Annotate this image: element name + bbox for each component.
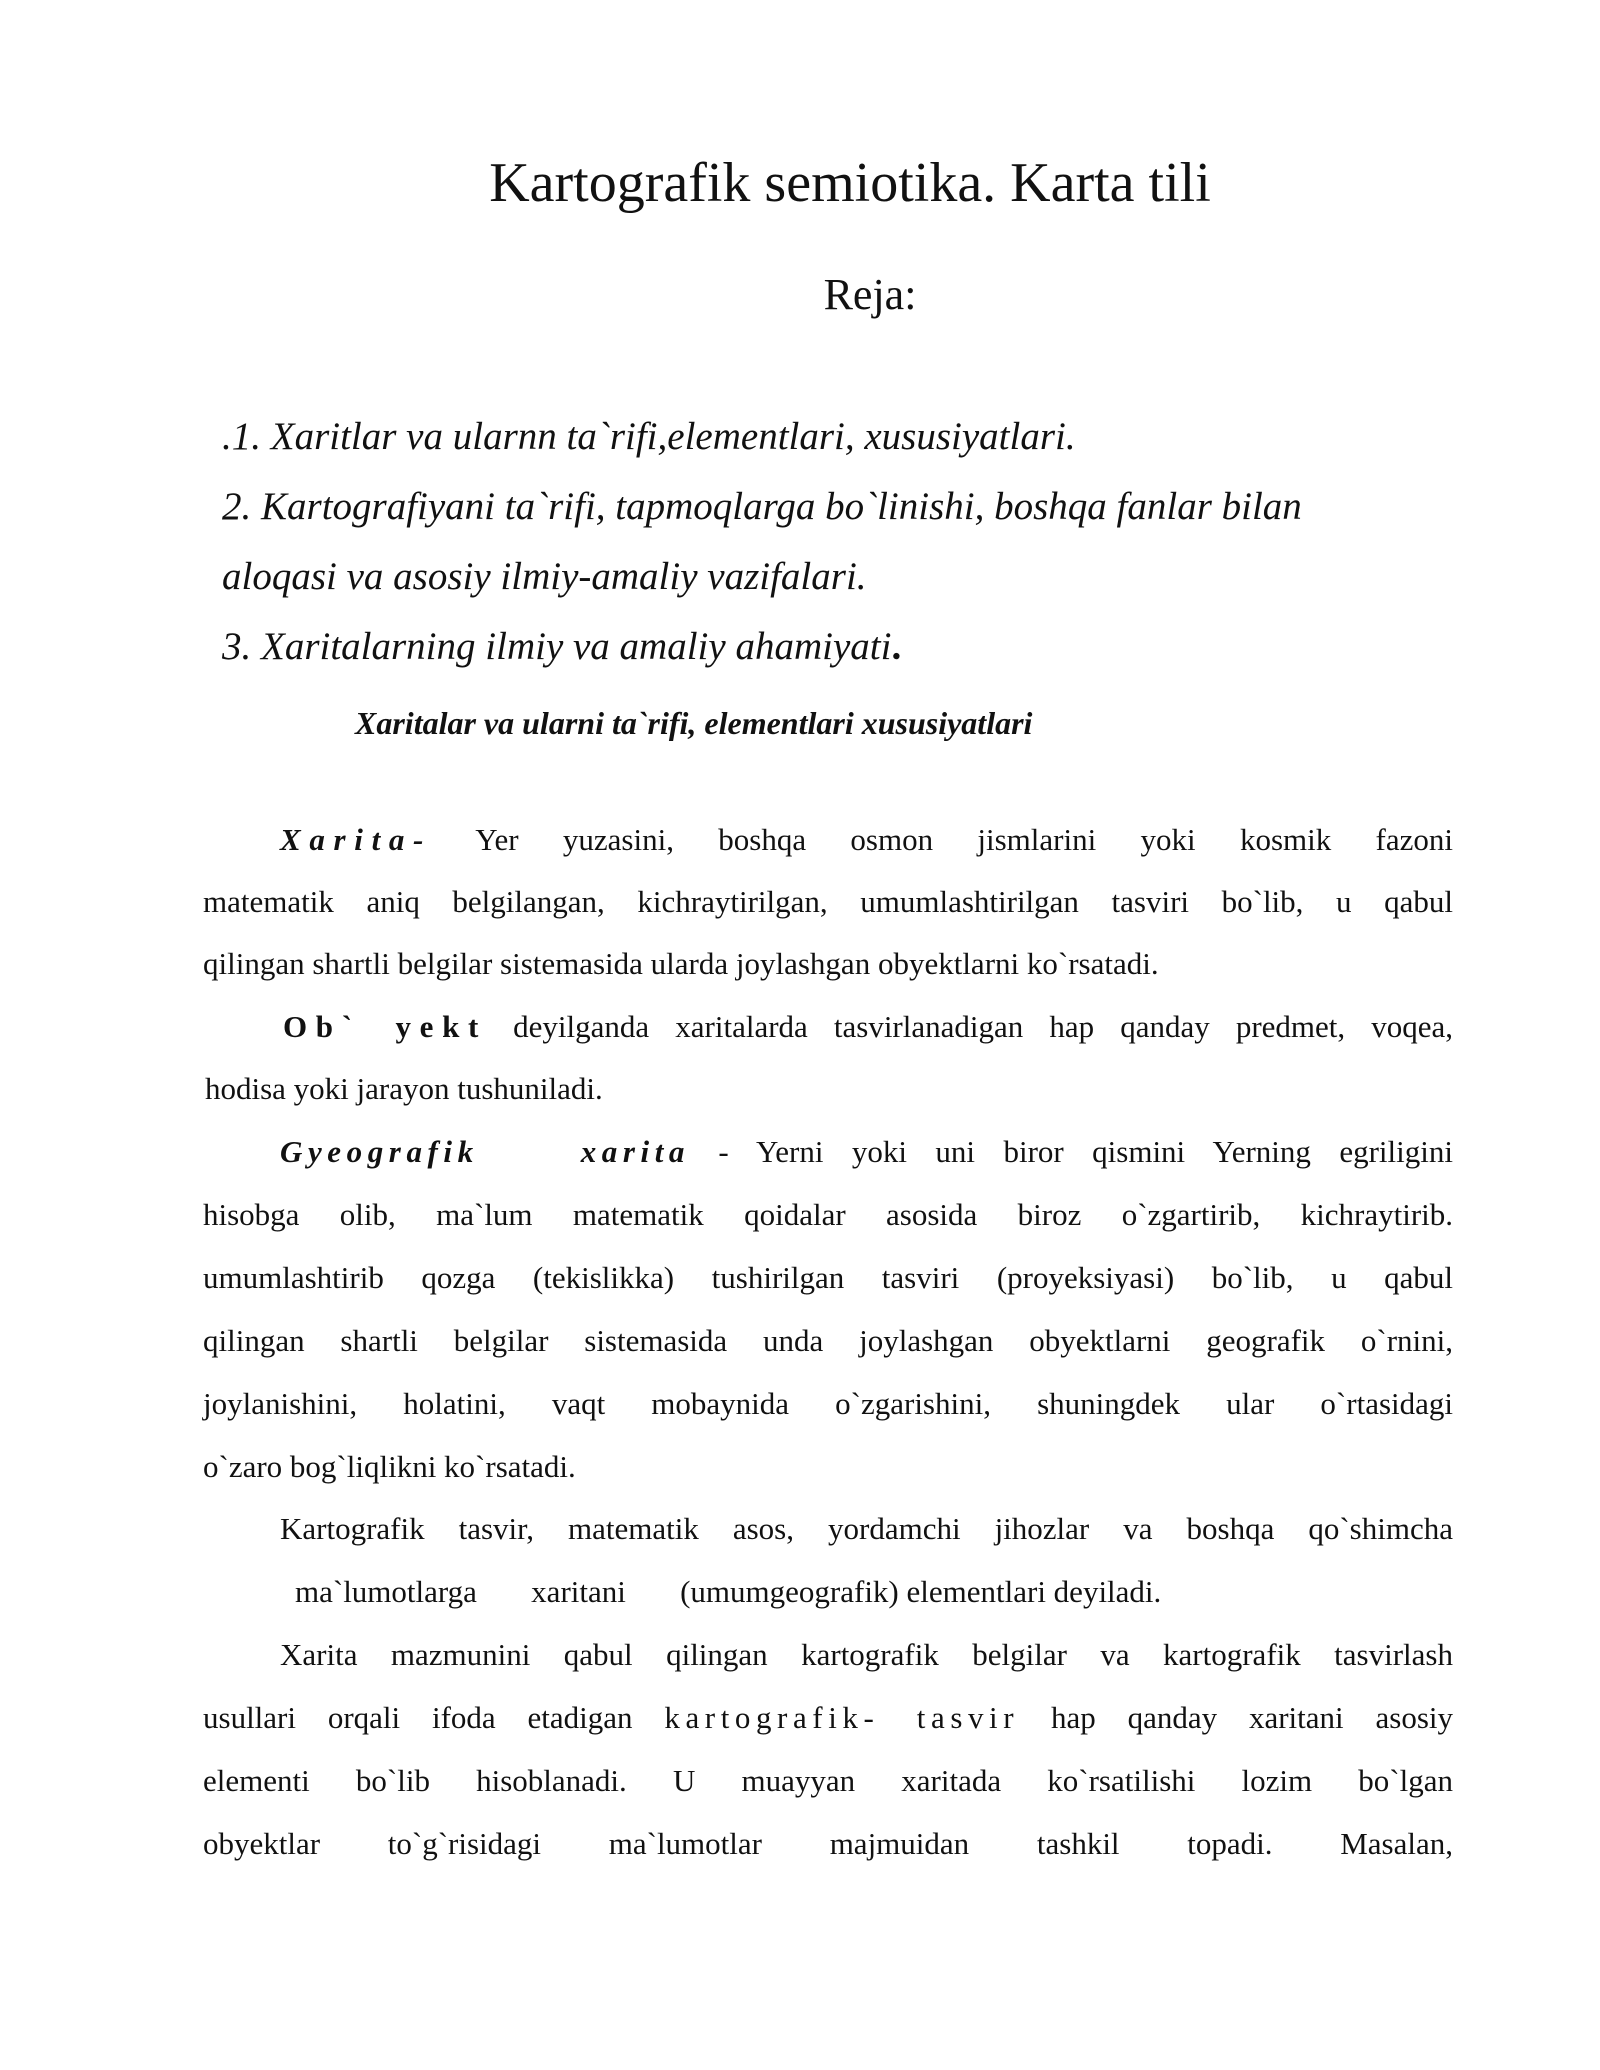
para1-line1 <box>280 820 1453 860</box>
para3-line5: joylanishini, holatini, vaqt mobaynida o`zgarishini, shuningdek ular o`rtasidagi <box>203 1386 1453 1421</box>
para3-line3: umumlashtirib qozga (tekislikka) tushirilgan tasviri (proyeksiyasi) bo`lib, u qabul <box>203 1260 1453 1295</box>
para5-line3: elementi bo`lib hisoblanadi. U muayyan xaritada ko`rsatilishi lozim bo`lgan <box>203 1763 1453 1798</box>
para4-line1: Kartografik tasvir, matematik asos, yordamchi jihozlar va boshqa qo`shimcha <box>280 1511 1453 1546</box>
plan-item-3-period: . <box>891 625 902 668</box>
term-xarita: Xarita- <box>280 822 433 857</box>
plan-heading: Reja: <box>823 270 917 319</box>
term-obyekt: Ob` yekt <box>283 1009 488 1044</box>
plan-item-3 <box>222 622 901 672</box>
para1-line2: matematik aniq belgilangan, kichraytirilgan, umumlashtirilgan tasviri bo`lib, u qabul <box>203 884 1453 919</box>
para1-line1-text: Yer yuzasini, boshqa osmon jismlarini yoki kosmik fazoni <box>475 822 1453 857</box>
para5-line2 <box>203 1698 1453 1738</box>
para3-line2: hisobga olib, ma`lum matematik qoidalar asosida biroz o`zgartirib, kichraytirib. <box>203 1197 1453 1232</box>
document-title: Kartografik semiotika. Karta tili <box>489 152 1211 214</box>
para1-line3: qilingan shartli belgilar sistemasida ularda joylashgan obyektlarni ko`rsatadi. <box>203 946 1159 981</box>
para3-line1-text: - Yerni yoki uni biror qismini Yerning egriligini <box>718 1134 1453 1169</box>
para2-line1 <box>283 1007 1453 1047</box>
plan-item-3-text: 3. Xaritalarning ilmiy va amaliy ahamiyati <box>222 625 892 668</box>
para3-line4: qilingan shartli belgilar sistemasida unda joylashgan obyektlarni geografik o`rnini, <box>203 1323 1453 1358</box>
plan-item-2: 2. Kartografiyani ta`rifi, tapmoqlarga bo`linishi, boshqa fanlar bilan <box>222 485 1302 528</box>
para5-line2-pre: usullari orqali ifoda etadigan <box>203 1700 633 1735</box>
para4-line2: ma`lumotlarga xaritani (umumgeografik) elementlari deyiladi. <box>295 1574 1162 1609</box>
term-geografik-xarita: Gyeografik xarita <box>280 1134 690 1169</box>
para2-line2: hodisa yoki jarayon tushuniladi. <box>205 1071 603 1106</box>
section-subheading: Xaritalar va ularni ta`rifi, elementlari xususiyatlari <box>355 705 1033 741</box>
para2-line1-text: deyilganda xaritalarda tasvirlanadigan hap qanday predmet, voqea, <box>513 1009 1454 1044</box>
plan-item-2-continued: aloqasi va asosiy ilmiy-amaliy vazifalari. <box>222 555 867 598</box>
para3-line1 <box>280 1132 1453 1172</box>
para5-line2-post: hap qanday xaritani asosiy <box>1051 1700 1453 1735</box>
para3-line6: o`zaro bog`liqlikni ko`rsatadi. <box>203 1449 576 1484</box>
term-kartografik-tasvir: kartografik- tasvir <box>664 1700 1020 1735</box>
para5-line4: obyektlar to`g`risidagi ma`lumotlar majmuidan tashkil topadi. Masalan, <box>203 1826 1453 1861</box>
plan-item-1: .1. Xaritlar va ularnn ta`rifi,elementlari, xususiyatlari. <box>222 415 1076 458</box>
para5-line1: Xarita mazmunini qabul qilingan kartografik belgilar va kartografik tasvirlash <box>280 1637 1453 1672</box>
